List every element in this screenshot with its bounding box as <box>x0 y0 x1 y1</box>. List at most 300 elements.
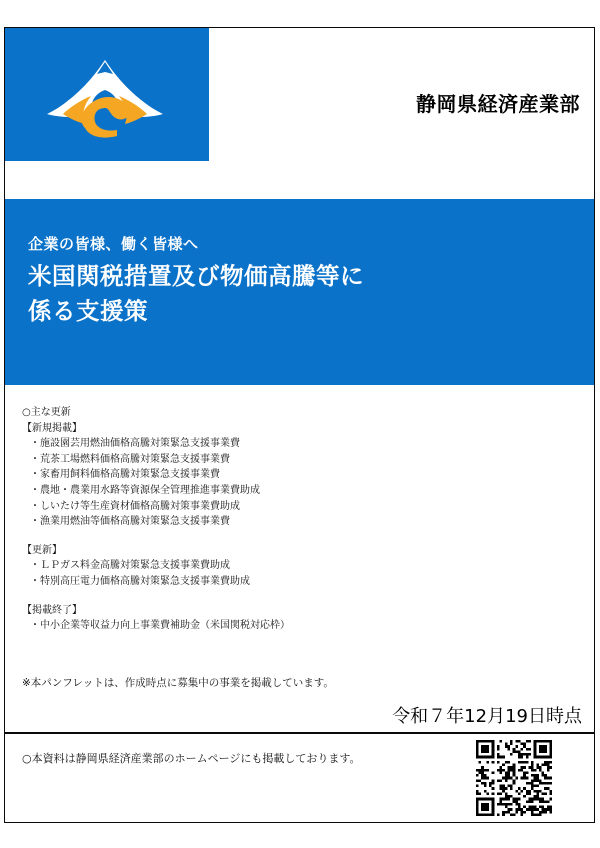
qr-module <box>518 803 521 806</box>
qr-module <box>502 769 505 772</box>
qr-module <box>513 766 516 769</box>
qr-module <box>502 756 505 759</box>
qr-module <box>539 756 542 759</box>
qr-module <box>492 750 495 753</box>
qr-module <box>481 798 484 801</box>
qr-module <box>476 792 479 795</box>
qr-module <box>513 764 516 767</box>
qr-module <box>484 777 487 780</box>
qr-module <box>542 748 545 751</box>
qr-module <box>497 748 500 751</box>
qr-module <box>476 803 479 806</box>
qr-module <box>507 785 510 788</box>
qr-module <box>549 761 552 764</box>
qr-module <box>539 745 542 748</box>
qr-module <box>528 790 531 793</box>
qr-module <box>476 808 479 811</box>
qr-module <box>547 808 550 811</box>
qr-module <box>542 800 545 803</box>
updates-section <box>22 405 442 634</box>
qr-module <box>481 748 484 751</box>
qr-module <box>484 756 487 759</box>
qr-module <box>534 795 537 798</box>
qr-module <box>492 771 495 774</box>
qr-module <box>481 777 484 780</box>
qr-module <box>528 766 531 769</box>
qr-module <box>502 811 505 814</box>
qr-module <box>544 800 547 803</box>
qr-module <box>481 806 484 809</box>
qr-module <box>500 771 503 774</box>
qr-module <box>534 750 537 753</box>
qr-module <box>528 808 531 811</box>
updates-heading: ○主な更新 <box>22 407 71 418</box>
qr-module <box>547 766 550 769</box>
qr-module <box>544 777 547 780</box>
qr-module <box>481 750 484 753</box>
list-item: ・ＬＰガス料金高騰対策緊急支援事業費助成 <box>30 560 230 572</box>
qr-module <box>534 740 537 743</box>
qr-module <box>507 795 510 798</box>
qr-module <box>518 756 521 759</box>
qr-module <box>521 777 524 780</box>
qr-module <box>502 785 505 788</box>
group-new <box>22 421 442 530</box>
qr-module <box>518 806 521 809</box>
qr-module <box>502 790 505 793</box>
qr-module <box>523 761 526 764</box>
banner-title-line-1: 米国関税措置及び物価高騰等に <box>28 262 364 290</box>
qr-module <box>505 787 508 790</box>
qr-module <box>513 748 516 751</box>
qr-module <box>518 750 521 753</box>
qr-module <box>489 813 492 816</box>
qr-module <box>476 806 479 809</box>
qr-module <box>492 740 495 743</box>
qr-module <box>531 811 534 814</box>
qr-module <box>476 813 479 816</box>
qr-module <box>486 798 489 801</box>
qr-module <box>492 787 495 790</box>
qr-module <box>500 803 503 806</box>
qr-module <box>492 779 495 782</box>
qr-module <box>515 800 518 803</box>
qr-module <box>526 756 529 759</box>
qr-module <box>481 774 484 777</box>
qr-module <box>502 813 505 816</box>
qr-module <box>500 798 503 801</box>
qr-module <box>486 761 489 764</box>
qr-module <box>518 787 521 790</box>
qr-module <box>521 766 524 769</box>
qr-module <box>544 782 547 785</box>
qr-module <box>536 740 539 743</box>
qr-module <box>481 769 484 772</box>
department-name: 静岡県経済産業部 <box>416 92 580 116</box>
qr-module <box>534 785 537 788</box>
qr-module <box>510 777 513 780</box>
qr-module <box>507 769 510 772</box>
qr-module <box>526 761 529 764</box>
qr-module <box>542 745 545 748</box>
qr-module <box>489 782 492 785</box>
group-label: 【更新】 <box>22 544 62 556</box>
qr-module <box>544 740 547 743</box>
qr-module <box>534 753 537 756</box>
qr-module <box>479 798 482 801</box>
as-of-date: 令和７年12月19日時点 <box>392 706 582 727</box>
qr-module <box>497 792 500 795</box>
qr-module <box>507 766 510 769</box>
qr-module <box>476 756 479 759</box>
qr-module <box>523 787 526 790</box>
qr-module <box>510 813 513 816</box>
qr-module <box>523 811 526 814</box>
qr-module <box>547 806 550 809</box>
qr-module <box>531 813 534 816</box>
qr-module <box>500 785 503 788</box>
qr-module <box>513 774 516 777</box>
qr-module <box>523 771 526 774</box>
qr-module <box>479 740 482 743</box>
qr-module <box>505 745 508 748</box>
qr-module <box>549 748 552 751</box>
qr-module <box>547 777 550 780</box>
qr-module <box>542 771 545 774</box>
qr-module <box>542 811 545 814</box>
qr-module <box>484 774 487 777</box>
qr-module <box>476 748 479 751</box>
qr-module <box>486 813 489 816</box>
qr-module <box>534 777 537 780</box>
qr-module <box>502 764 505 767</box>
qr-module <box>484 782 487 785</box>
qr-module <box>521 769 524 772</box>
qr-module <box>531 798 534 801</box>
qr-module <box>526 800 529 803</box>
qr-module <box>507 777 510 780</box>
qr-module <box>507 808 510 811</box>
qr-module <box>549 740 552 743</box>
qr-module <box>489 756 492 759</box>
qr-module <box>476 798 479 801</box>
qr-module <box>510 785 513 788</box>
qr-module <box>502 777 505 780</box>
qr-module <box>497 813 500 816</box>
qr-module <box>526 808 529 811</box>
qr-module <box>505 761 508 764</box>
qr-module <box>526 748 529 751</box>
list-item: ・農地・農業用水路等資源保全管理推進事業費助成 <box>30 484 260 496</box>
qr-module <box>481 803 484 806</box>
qr-module <box>505 803 508 806</box>
qr-module <box>523 777 526 780</box>
qr-module <box>492 756 495 759</box>
qr-module <box>547 782 550 785</box>
qr-module <box>492 782 495 785</box>
qr-module <box>481 766 484 769</box>
qr-module <box>515 790 518 793</box>
qr-module <box>515 808 518 811</box>
qr-module <box>476 750 479 753</box>
group-ended <box>22 603 442 634</box>
qr-module <box>542 750 545 753</box>
footer-divider <box>5 732 594 734</box>
qr-module <box>510 743 513 746</box>
shizuoka-prefecture-emblem-icon <box>5 28 209 161</box>
qr-module <box>539 811 542 814</box>
qr-module <box>481 813 484 816</box>
qr-module <box>523 766 526 769</box>
qr-module <box>549 750 552 753</box>
qr-module <box>505 806 508 809</box>
qr-module <box>507 748 510 751</box>
qr-module <box>492 745 495 748</box>
list-item: ・しいたけ等生産資材価格高騰対策事業費助成 <box>30 500 240 512</box>
qr-module <box>526 771 529 774</box>
qr-module <box>513 800 516 803</box>
list-item: ・特別高圧電力価格高騰対策緊急支援事業費助成 <box>30 575 250 587</box>
qr-module <box>515 811 518 814</box>
qr-module <box>528 798 531 801</box>
qr-module <box>544 761 547 764</box>
qr-module <box>513 750 516 753</box>
qr-module <box>484 808 487 811</box>
qr-module <box>486 808 489 811</box>
qr-module <box>531 785 534 788</box>
qr-module <box>521 748 524 751</box>
qr-module <box>505 774 508 777</box>
qr-module <box>547 740 550 743</box>
qr-module <box>505 798 508 801</box>
list-item: ・漁業用燃油等価格高騰対策緊急支援事業費 <box>30 516 230 528</box>
qr-module <box>505 777 508 780</box>
qr-module <box>500 779 503 782</box>
qr-module <box>531 764 534 767</box>
qr-module <box>476 779 479 782</box>
qr-module <box>542 798 545 801</box>
qr-module <box>515 777 518 780</box>
qr-module <box>536 790 539 793</box>
qr-module <box>515 740 518 743</box>
qr-module <box>549 790 552 793</box>
qr-module <box>539 800 542 803</box>
qr-module <box>513 769 516 772</box>
qr-module <box>486 792 489 795</box>
qr-module <box>549 753 552 756</box>
qr-module <box>542 806 545 809</box>
qr-module <box>526 740 529 743</box>
qr-module <box>523 743 526 746</box>
banner-title-line-2: 係る支援策 <box>28 297 148 325</box>
qr-module <box>507 771 510 774</box>
qr-module <box>531 787 534 790</box>
qr-module <box>515 803 518 806</box>
qr-module <box>521 811 524 814</box>
qr-module <box>534 779 537 782</box>
qr-module <box>521 756 524 759</box>
qr-module <box>544 756 547 759</box>
qr-module <box>534 774 537 777</box>
qr-module <box>521 743 524 746</box>
qr-module <box>544 748 547 751</box>
qr-module <box>497 756 500 759</box>
footer-text: ○本資料は静岡県経済産業部のホームページにも掲載しております。 <box>22 752 361 765</box>
pamphlet-note: ※本パンフレットは、作成時点に募集中の事業を掲載しています。 <box>22 677 334 689</box>
qr-module <box>542 792 545 795</box>
list-item: ・施設園芸用燃油価格高騰対策緊急支援事業費 <box>30 438 240 450</box>
qr-module <box>542 756 545 759</box>
qr-module <box>497 803 500 806</box>
qr-module <box>518 761 521 764</box>
qr-module <box>518 769 521 772</box>
qr-module <box>544 792 547 795</box>
qr-module <box>547 764 550 767</box>
qr-module <box>536 792 539 795</box>
qr-module <box>497 761 500 764</box>
qr-module <box>542 740 545 743</box>
qr-module <box>492 753 495 756</box>
qr-module <box>539 766 542 769</box>
qr-module <box>549 811 552 814</box>
qr-module <box>523 795 526 798</box>
qr-module <box>476 785 479 788</box>
qr-module <box>515 798 518 801</box>
qr-module <box>479 779 482 782</box>
qr-module <box>547 787 550 790</box>
qr-module <box>534 806 537 809</box>
logo-panel <box>5 28 209 161</box>
qr-module <box>484 785 487 788</box>
qr-module <box>476 740 479 743</box>
qr-module <box>528 792 531 795</box>
group-label: 【新規掲載】 <box>22 422 82 434</box>
qr-module <box>549 777 552 780</box>
qr-module <box>510 753 513 756</box>
qr-module <box>500 769 503 772</box>
qr-module <box>486 769 489 772</box>
qr-module <box>513 782 516 785</box>
qr-module <box>500 792 503 795</box>
qr-module <box>534 798 537 801</box>
qr-module <box>544 764 547 767</box>
qr-module <box>539 740 542 743</box>
qr-module <box>513 779 516 782</box>
qr-module <box>479 771 482 774</box>
qr-module <box>484 803 487 806</box>
qr-module <box>549 792 552 795</box>
qr-module <box>502 803 505 806</box>
list-item: ・家畜用飼料価格高騰対策緊急支援事業費 <box>30 469 220 481</box>
qr-module <box>549 745 552 748</box>
qr-module <box>536 795 539 798</box>
qr-module <box>500 787 503 790</box>
qr-module <box>484 798 487 801</box>
qr-module <box>539 806 542 809</box>
qr-module <box>507 798 510 801</box>
qr-module <box>523 806 526 809</box>
qr-module <box>542 774 545 777</box>
qr-module <box>518 808 521 811</box>
qr-module <box>536 785 539 788</box>
qr-module <box>521 808 524 811</box>
qr-module <box>515 745 518 748</box>
qr-code-icon[interactable] <box>476 740 552 816</box>
qr-module <box>492 808 495 811</box>
qr-module <box>536 808 539 811</box>
qr-module <box>544 774 547 777</box>
qr-module <box>500 756 503 759</box>
title-banner <box>5 199 594 385</box>
qr-module <box>549 808 552 811</box>
qr-module <box>492 806 495 809</box>
qr-module <box>549 806 552 809</box>
qr-module <box>484 740 487 743</box>
qr-module <box>492 800 495 803</box>
qr-module <box>528 740 531 743</box>
qr-module <box>505 792 508 795</box>
qr-module <box>534 748 537 751</box>
qr-module <box>476 811 479 814</box>
qr-module <box>513 813 516 816</box>
banner-title <box>28 259 364 329</box>
qr-module <box>528 748 531 751</box>
qr-module <box>521 761 524 764</box>
qr-module <box>484 790 487 793</box>
qr-module <box>505 795 508 798</box>
qr-module <box>492 743 495 746</box>
qr-module <box>500 800 503 803</box>
qr-module <box>507 803 510 806</box>
qr-module <box>476 800 479 803</box>
qr-module <box>502 787 505 790</box>
group-updated <box>22 543 442 590</box>
qr-module <box>486 748 489 751</box>
qr-module <box>523 774 526 777</box>
qr-module <box>539 779 542 782</box>
qr-module <box>531 769 534 772</box>
qr-module <box>481 756 484 759</box>
group-label: 【掲載終了】 <box>22 604 82 616</box>
qr-module <box>526 790 529 793</box>
qr-module <box>492 798 495 801</box>
qr-module <box>505 743 508 746</box>
qr-module <box>536 764 539 767</box>
qr-module <box>539 813 542 816</box>
qr-module <box>510 808 513 811</box>
qr-module <box>518 740 521 743</box>
qr-module <box>484 748 487 751</box>
qr-module <box>536 774 539 777</box>
list-item: ・中小企業等収益力向上事業費補助金（米国関税対応枠） <box>30 620 290 632</box>
qr-module <box>536 756 539 759</box>
qr-module <box>526 782 529 785</box>
qr-module <box>489 785 492 788</box>
qr-module <box>486 750 489 753</box>
qr-module <box>510 803 513 806</box>
qr-module <box>531 774 534 777</box>
qr-module <box>510 766 513 769</box>
qr-module <box>513 798 516 801</box>
qr-module <box>510 769 513 772</box>
qr-module <box>481 745 484 748</box>
qr-module <box>542 808 545 811</box>
qr-module <box>536 813 539 816</box>
qr-module <box>507 811 510 814</box>
qr-module <box>521 790 524 793</box>
qr-module <box>481 740 484 743</box>
qr-module <box>536 766 539 769</box>
